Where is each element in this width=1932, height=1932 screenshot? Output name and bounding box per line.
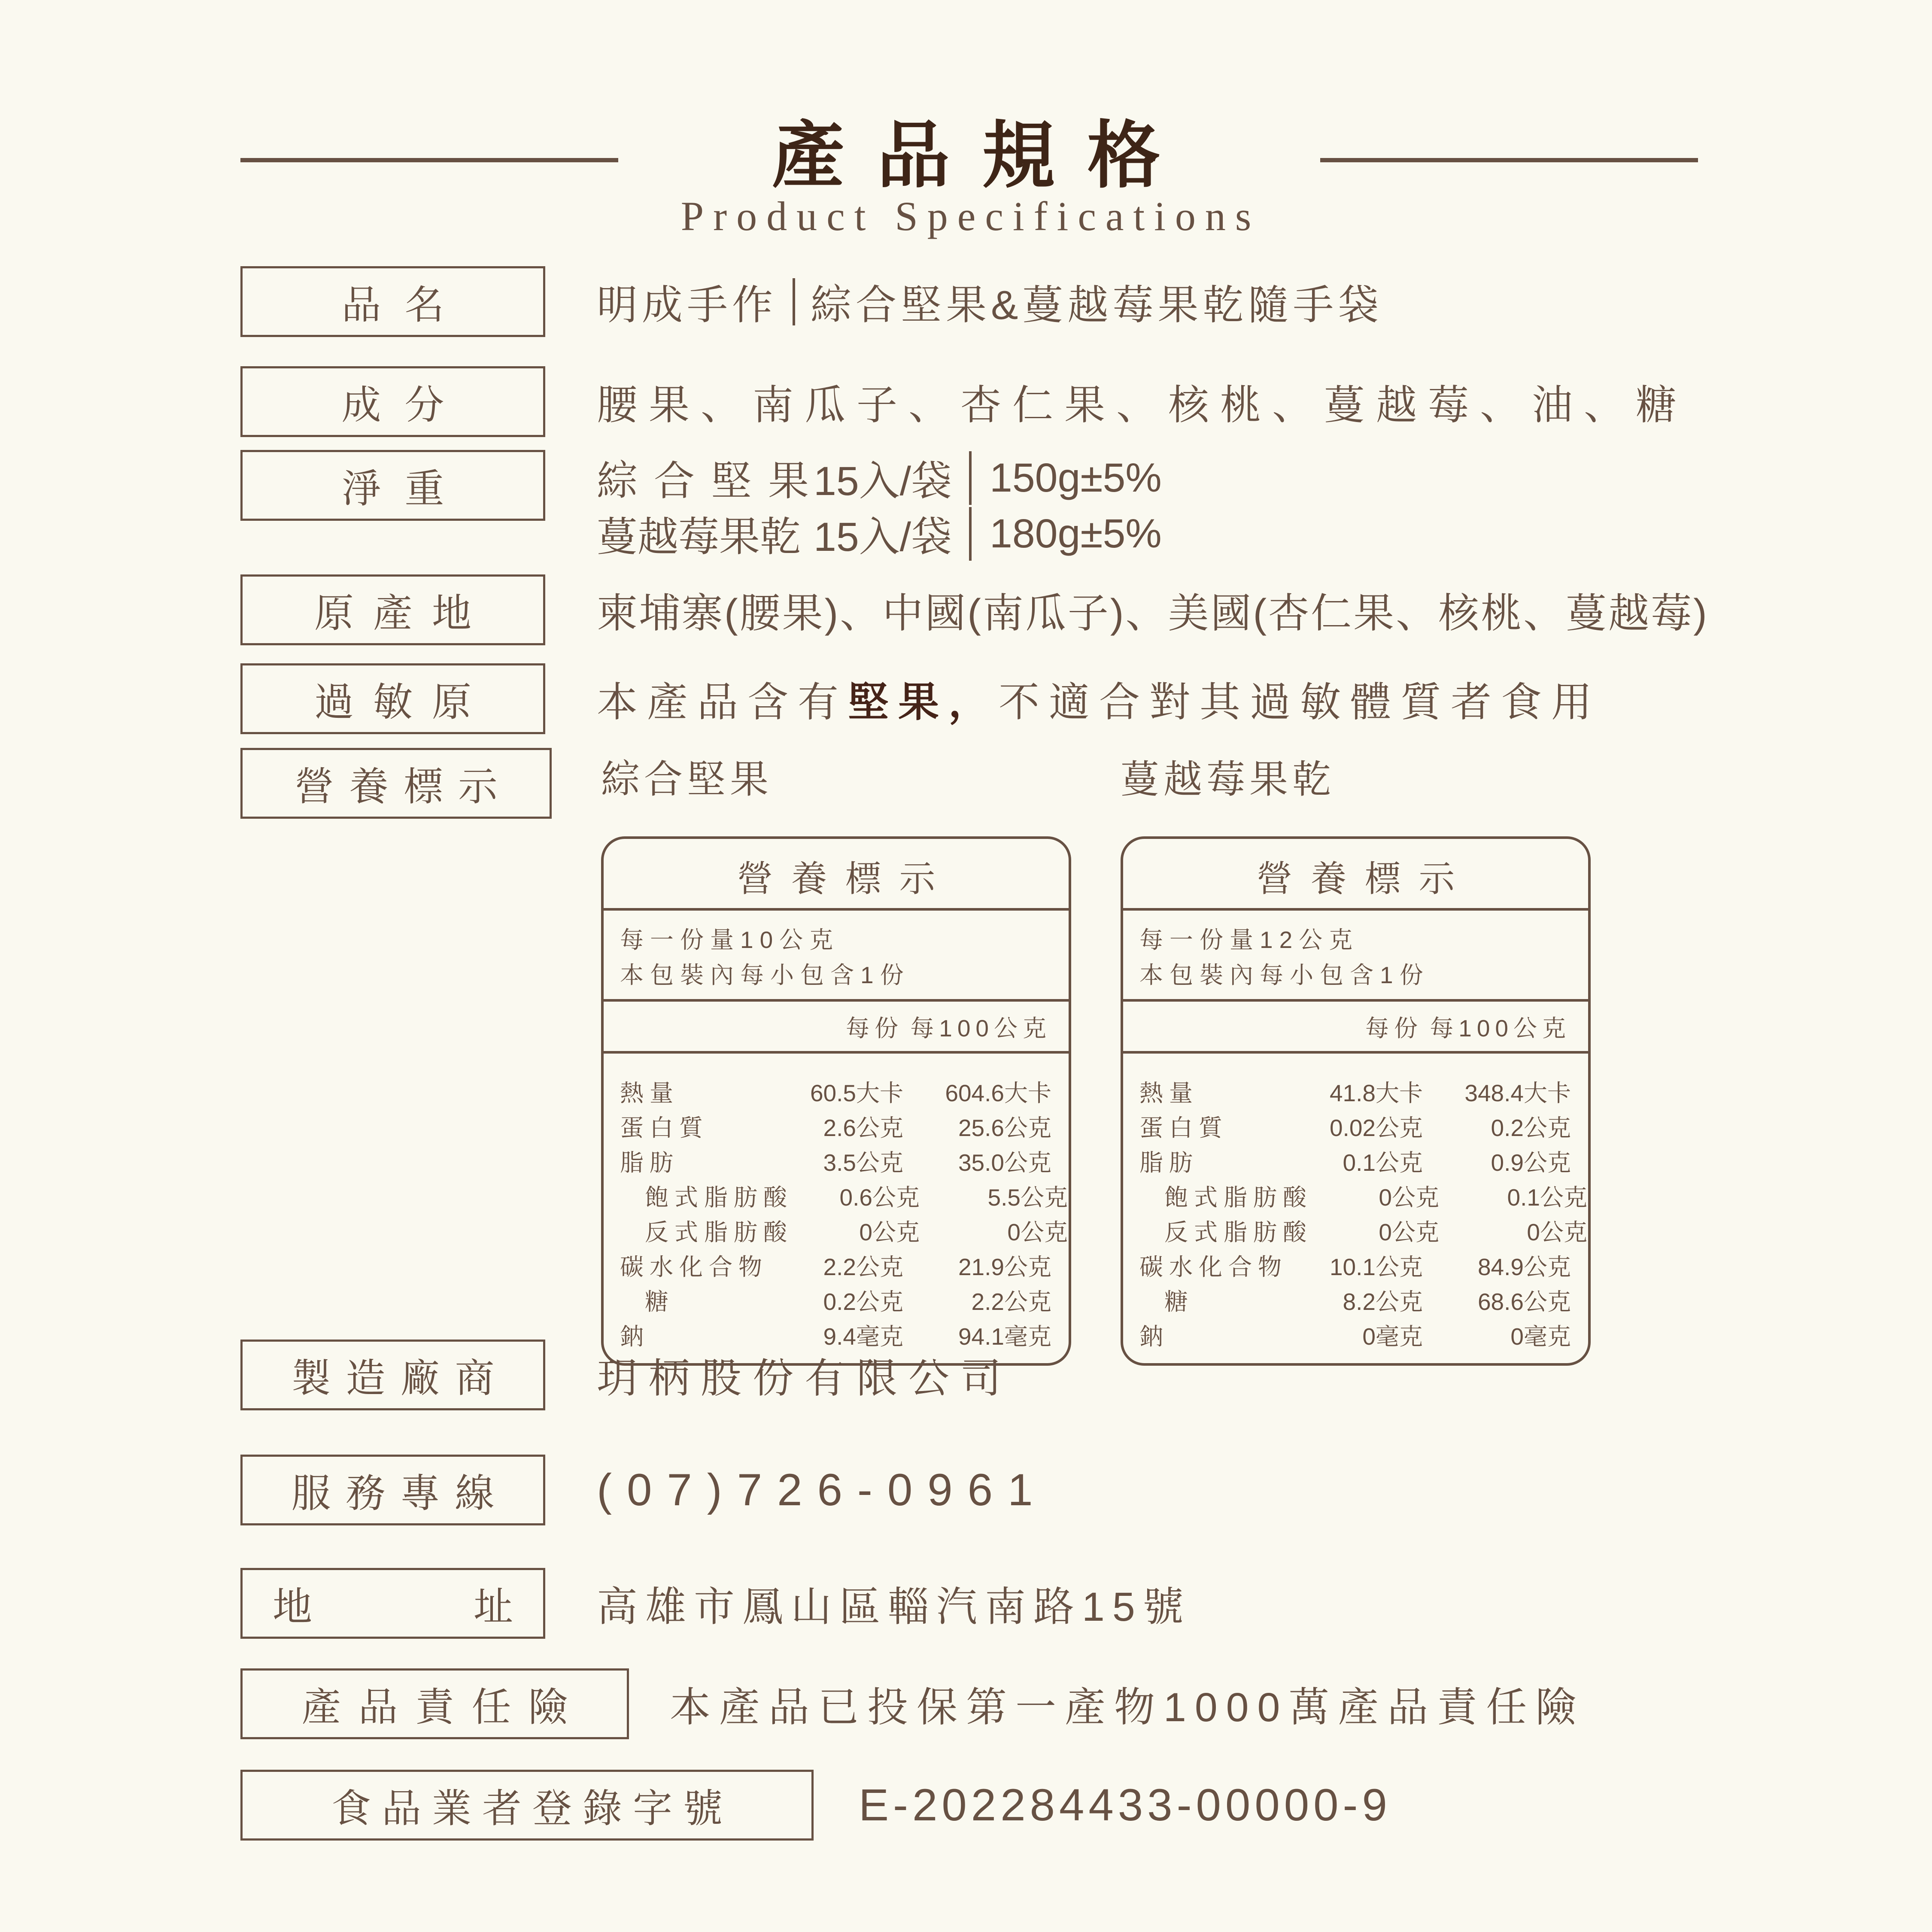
servings-per-pack: 本包裝內每小包含1份 <box>620 961 910 988</box>
divider-bar <box>969 507 972 561</box>
label-registration-number: 食品業者登錄字號 <box>331 1786 733 1831</box>
liability-insurance-value: 本產品已投保第一產物1000萬產品責任險 <box>670 1684 1585 1730</box>
nutrition-column-headers <box>1123 999 1588 1051</box>
nutrition-row-saturated-fat: 飽式脂肪酸 0公克 0.1公克 <box>1164 1184 1588 1211</box>
label-origin: 原產地 <box>314 591 491 635</box>
label-box-origin <box>240 574 545 645</box>
nutrition-row-sugar: 糖 8.2公克 68.6公克 <box>1164 1288 1571 1315</box>
nutrition-row-trans-fat: 反式脂肪酸 0公克 0公克 <box>1164 1219 1588 1245</box>
label-box-ingredients <box>240 366 545 437</box>
nutrition-table-mixed-nuts <box>601 836 1071 1366</box>
manufacturer-value: 玥柄股份有限公司 <box>597 1355 1013 1401</box>
nutrition-row-calories: 熱量 41.8大卡 348.4大卡 <box>1139 1080 1571 1106</box>
label-box-product-name <box>240 266 545 337</box>
nutrition-row-carbs: 碳水化合物 10.1公克 84.9公克 <box>1139 1254 1571 1280</box>
net-weight-amount: 150g±5% <box>990 455 1162 501</box>
net-weight-line-cranberry <box>597 506 1162 562</box>
label-allergen: 過敏原 <box>314 680 491 724</box>
nutrition-row-fat: 脂肪 3.5公克 35.0公克 <box>620 1149 1051 1176</box>
divider-bar <box>969 451 972 505</box>
service-line-value: (07)726-0961 <box>597 1464 1048 1515</box>
label-box-address <box>240 1568 545 1639</box>
nutrition-row-sugar: 糖 0.2公克 2.2公克 <box>645 1288 1051 1315</box>
nutrition-table-header: 營養標示 <box>1256 859 1473 899</box>
address-value: 高雄市鳳山區輜汽南路15號 <box>597 1584 1191 1630</box>
nutrition-row-saturated-fat: 飽式脂肪酸 0.6公克 5.5公克 <box>645 1184 1068 1211</box>
registration-number-value: E-202284433-00000-9 <box>859 1780 1391 1830</box>
nutrition-product-label-cranberry: 蔓越莓果乾 <box>1121 758 1335 801</box>
servings-per-pack: 本包裝內每小包含1份 <box>1139 961 1430 988</box>
label-box-manufacturer <box>240 1340 545 1410</box>
net-weight-name: 蔓越莓果乾 <box>597 514 801 560</box>
label-product-name: 品名 <box>341 283 468 327</box>
nutrition-row-protein: 蛋白質 2.6公克 25.6公克 <box>620 1115 1051 1141</box>
nutrition-table-cranberry <box>1121 836 1591 1366</box>
serving-size: 每一份量12公克 <box>1139 926 1359 953</box>
column-per-serving: 每份 <box>1365 1015 1423 1042</box>
product-title: 綜合堅果&蔓越莓果乾隨手袋 <box>811 282 1383 328</box>
allergen-value <box>597 663 1601 734</box>
nutrition-serving-info <box>604 908 1069 999</box>
page-subtitle: Product Specifications <box>680 193 1261 239</box>
column-per-100g: 每100公克 <box>1430 1015 1571 1042</box>
label-box-allergen <box>240 663 545 734</box>
nutrition-row-protein: 蛋白質 0.02公克 0.2公克 <box>1139 1115 1571 1141</box>
nutrition-product-label-nuts: 綜合堅果 <box>601 758 773 801</box>
product-name-value <box>597 266 1383 337</box>
label-net-weight: 淨重 <box>341 467 468 511</box>
serving-size: 每一份量10公克 <box>620 926 840 953</box>
column-per-100g: 每100公克 <box>910 1015 1051 1042</box>
label-box-service-line <box>240 1455 545 1525</box>
allergen-text-emphasis: 堅果， <box>848 679 999 725</box>
nutrition-row-trans-fat: 反式脂肪酸 0公克 0公克 <box>645 1219 1068 1245</box>
allergen-text-post: 不適合對其過敏體質者食用 <box>999 679 1602 725</box>
nutrition-column-headers <box>604 999 1069 1051</box>
label-service-line: 服務專線 <box>291 1471 510 1516</box>
page-title: 產品規格 <box>772 115 1193 197</box>
nutrition-rows <box>1123 1051 1588 1363</box>
label-box-net-weight <box>240 450 545 521</box>
ingredients-value: 腰果、南瓜子、杏仁果、核桃、蔓越莓、油、糖 <box>597 382 1688 428</box>
title-rule-right <box>1320 158 1698 162</box>
nutrition-rows <box>604 1051 1069 1363</box>
nutrition-row-sodium: 鈉 0毫克 0毫克 <box>1139 1323 1571 1350</box>
nutrition-table-header: 營養標示 <box>737 859 954 899</box>
net-weight-line-nuts <box>597 450 1162 506</box>
net-weight-value <box>597 450 1162 562</box>
label-address-right: 址 <box>473 1585 513 1629</box>
nutrition-serving-info <box>1123 908 1588 999</box>
nutrition-row-calories: 熱量 60.5大卡 604.6大卡 <box>620 1080 1051 1106</box>
nutrition-row-fat: 脂肪 0.1公克 0.9公克 <box>1139 1149 1571 1176</box>
allergen-text-pre: 本產品含有 <box>597 679 848 725</box>
column-per-serving: 每份 <box>845 1015 903 1042</box>
label-box-liability-insurance <box>240 1668 629 1739</box>
label-address-left: 地 <box>273 1585 313 1629</box>
nutrition-row-carbs: 碳水化合物 2.2公克 21.9公克 <box>620 1254 1051 1280</box>
label-nutrition: 營養標示 <box>294 765 513 809</box>
net-weight-amount: 180g±5% <box>990 510 1162 556</box>
net-weight-name: 綜合堅果 <box>597 459 826 504</box>
label-box-registration-number <box>240 1770 814 1841</box>
brand-name: 明成手作 <box>597 282 778 328</box>
origin-value: 柬埔寨(腰果)、中國(南瓜子)、美國(杏仁果、核桃、蔓越莓) <box>597 590 1709 636</box>
nutrition-row-sodium: 鈉 9.4毫克 94.1毫克 <box>620 1323 1051 1350</box>
label-manufacturer: 製造廠商 <box>291 1356 510 1400</box>
label-box-nutrition <box>240 748 552 819</box>
label-liability-insurance: 產品責任險 <box>301 1685 585 1729</box>
net-weight-count: 15入/袋 <box>814 459 952 504</box>
net-weight-count: 15入/袋 <box>814 514 952 560</box>
label-ingredients: 成分 <box>341 383 468 427</box>
divider-bar <box>793 278 795 325</box>
